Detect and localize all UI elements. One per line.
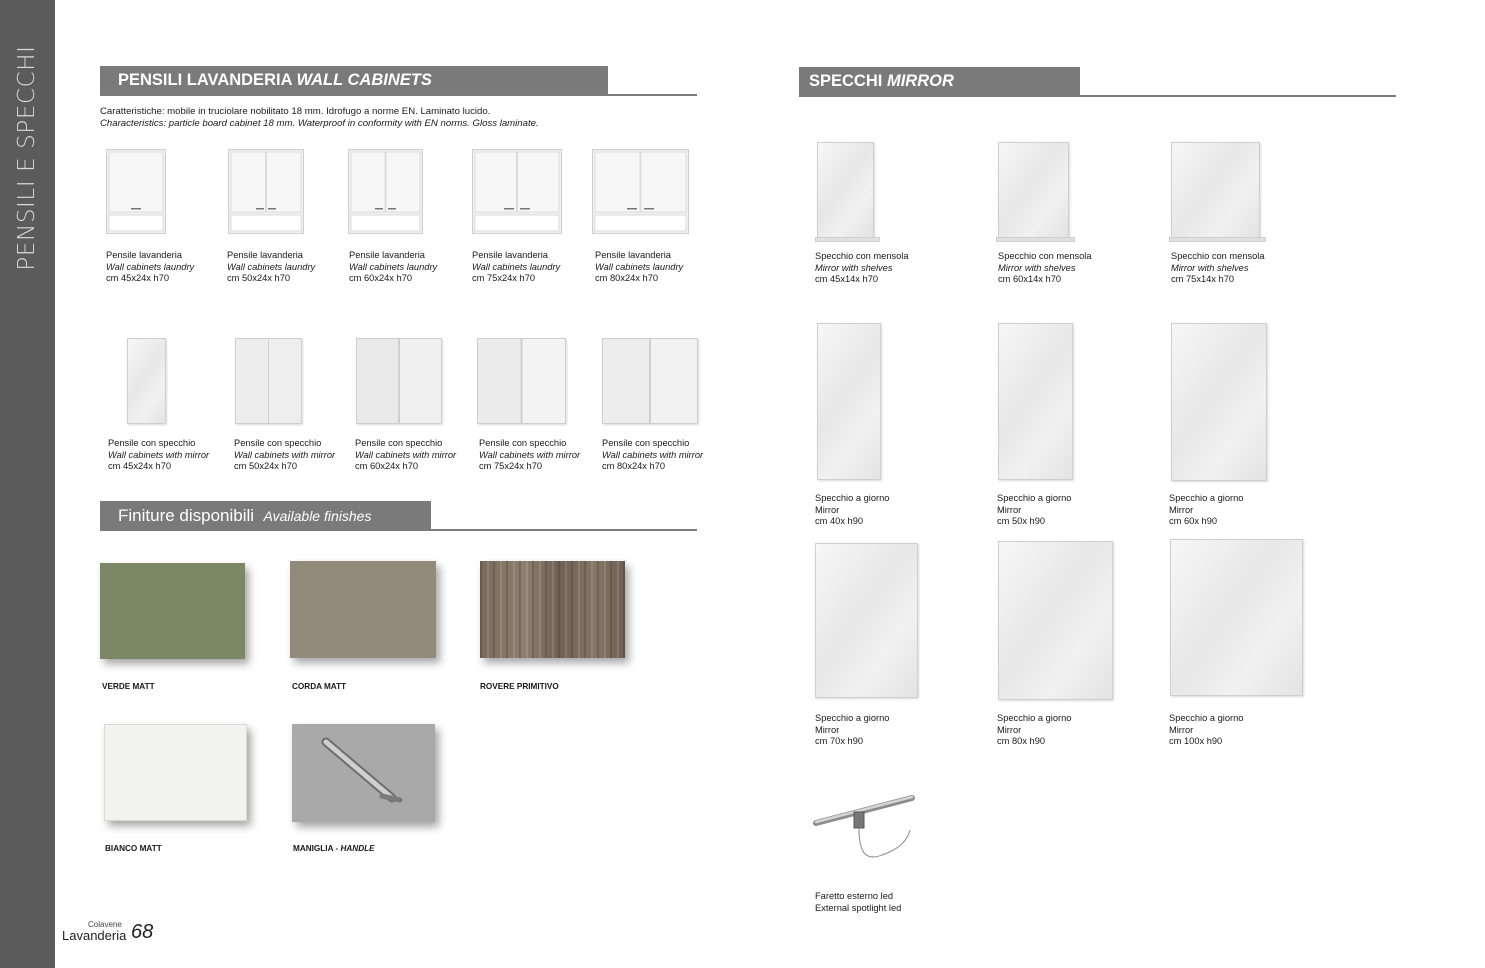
- caption-it: Specchio a giorno: [1169, 493, 1244, 503]
- caption-size: cm 60x h90: [1169, 516, 1218, 527]
- mirror-day-caption: [997, 713, 1071, 748]
- mirror-shelf-75-shelf: [1169, 237, 1266, 242]
- mirror-day-80-image: [998, 541, 1113, 700]
- finish-name-handle: [293, 844, 375, 853]
- caption-en: Wall cabinets with mirror: [108, 449, 210, 460]
- sidebar: [0, 0, 55, 968]
- caption-it: Pensile con specchio: [355, 438, 443, 448]
- laundry-cabinet-60-image: [348, 149, 423, 234]
- mirror-cabinet-75-image: [477, 338, 566, 424]
- finish-name-en: HANDLE: [340, 844, 375, 853]
- mirror-day-100-image: [1170, 539, 1303, 696]
- mirror-shelf-45-image: [817, 142, 874, 238]
- caption-it: Pensile lavanderia: [227, 250, 303, 260]
- sidebar-title: PENSILI E SPECCHI: [14, 45, 40, 271]
- caption-size: cm 75x24x h70: [472, 273, 536, 284]
- caption-size: cm 45x24x h70: [106, 273, 170, 284]
- mirror-cabinet-caption: [602, 438, 703, 473]
- mirror-title-en: MIRROR: [886, 72, 954, 90]
- laundry-cabinet-caption: [227, 250, 315, 285]
- spotlight-caption: [815, 891, 901, 914]
- footer-label: Lavanderia: [62, 928, 127, 943]
- caption-en: Wall cabinets laundry: [349, 261, 438, 272]
- laundry-cabinet-75-image: [472, 149, 562, 234]
- finish-name: VERDE MATT: [102, 682, 155, 691]
- caption-size: cm 60x24x h70: [355, 461, 419, 472]
- maniglia-swatch: [292, 724, 435, 822]
- finishes-header: [100, 501, 697, 531]
- mirror-shelf-60-image: [998, 142, 1069, 238]
- caption-en: Wall cabinets laundry: [227, 261, 316, 272]
- caption-it: Faretto esterno led: [815, 891, 894, 901]
- led-spotlight-icon: [812, 790, 917, 865]
- finishes-title-en: Available finishes: [263, 508, 372, 524]
- caption-it: Specchio con mensola: [1171, 251, 1265, 261]
- caption-size: cm 40x h90: [815, 516, 864, 527]
- mirror-shelf-caption: [998, 251, 1092, 286]
- mirror-day-60-image: [1171, 323, 1267, 481]
- characteristics-it: Caratteristiche: mobile in truciolare nobilitato 18 mm. Idrofugo a norme EN. Laminato lucido.: [100, 106, 491, 117]
- caption-en: Mirror: [815, 724, 840, 735]
- wall-cabinets-title-en: WALL CABINETS: [296, 71, 432, 89]
- mirror-cabinet-caption: [355, 438, 456, 473]
- laundry-cabinet-caption: [349, 250, 437, 285]
- caption-en: Mirror with shelves: [998, 262, 1076, 273]
- mirror-shelf-60-shelf: [996, 237, 1075, 242]
- caption-size: cm 70x h90: [815, 736, 864, 747]
- laundry-cabinet-45-image: [106, 149, 166, 234]
- caption-it: Specchio con mensola: [815, 251, 909, 261]
- characteristics-en: Characteristics: particle board cabinet 18 mm. Waterproof in conformity with EN norms. Gloss laminate.: [100, 117, 539, 129]
- caption-size: cm 75x14x h70: [1171, 274, 1235, 285]
- caption-size: cm 45x24x h70: [108, 461, 172, 472]
- finish-name: BIANCO MATT: [105, 844, 162, 853]
- mirror-title-it: SPECCHI: [809, 72, 883, 90]
- mirror-cabinet-caption: [234, 438, 335, 473]
- caption-it: Pensile con specchio: [108, 438, 196, 448]
- caption-size: cm 50x24x h70: [234, 461, 298, 472]
- caption-size: cm 45x14x h70: [815, 274, 879, 285]
- caption-en: Wall cabinets laundry: [472, 261, 561, 272]
- caption-en: Wall cabinets laundry: [595, 261, 684, 272]
- caption-en: Mirror: [815, 504, 840, 515]
- caption-it: Pensile lavanderia: [595, 250, 671, 260]
- finish-name: CORDA MATT: [292, 682, 347, 691]
- finish-name-it: MANIGLIA -: [293, 844, 341, 853]
- caption-en: Mirror: [997, 504, 1022, 515]
- caption-size: cm 80x24x h70: [602, 461, 666, 472]
- caption-it: Specchio a giorno: [815, 713, 890, 723]
- caption-en: Mirror: [997, 724, 1022, 735]
- mirror-header: [799, 67, 1396, 97]
- mirror-cabinet-50-image: [235, 338, 302, 424]
- characteristics-text: [100, 106, 539, 129]
- mirror-cabinet-60-image: [356, 338, 442, 424]
- caption-size: cm 50x24x h70: [227, 273, 291, 284]
- caption-it: Specchio a giorno: [815, 493, 890, 503]
- footer-brand: Colavene: [88, 920, 122, 929]
- laundry-cabinet-caption: [106, 250, 194, 285]
- rovere-primitivo-swatch: [480, 561, 625, 658]
- caption-it: Pensile lavanderia: [106, 250, 182, 260]
- mirror-shelf-75-image: [1171, 142, 1260, 238]
- finishes-title-it: Finiture disponibili: [118, 506, 255, 525]
- caption-en: External spotlight led: [815, 902, 902, 913]
- handle-icon: [292, 724, 435, 822]
- corda-matt-swatch: [290, 561, 436, 658]
- caption-it: Specchio a giorno: [997, 493, 1072, 503]
- caption-size: cm 50x h90: [997, 516, 1046, 527]
- caption-en: Wall cabinets with mirror: [355, 449, 457, 460]
- mirror-day-caption: [1169, 713, 1243, 748]
- caption-it: Pensile lavanderia: [349, 250, 425, 260]
- laundry-cabinet-caption: [595, 250, 683, 285]
- caption-it: Specchio a giorno: [1169, 713, 1244, 723]
- mirror-day-caption: [1169, 493, 1243, 528]
- mirror-day-caption: [997, 493, 1071, 528]
- caption-en: Mirror with shelves: [1171, 262, 1249, 273]
- caption-en: Mirror with shelves: [815, 262, 893, 273]
- caption-en: Mirror: [1169, 724, 1194, 735]
- mirror-cabinet-caption: [108, 438, 209, 473]
- caption-it: Pensile con specchio: [479, 438, 567, 448]
- caption-en: Wall cabinets with mirror: [479, 449, 581, 460]
- caption-size: cm 80x h90: [997, 736, 1046, 747]
- mirror-day-50-image: [998, 323, 1073, 480]
- caption-en: Wall cabinets with mirror: [234, 449, 336, 460]
- caption-en: Wall cabinets with mirror: [602, 449, 704, 460]
- mirror-header-box: [799, 67, 1080, 95]
- mirror-shelf-caption: [815, 251, 909, 286]
- finish-name: ROVERE PRIMITIVO: [480, 682, 559, 691]
- mirror-cabinet-80-image: [602, 338, 698, 424]
- caption-size: cm 60x14x h70: [998, 274, 1062, 285]
- mirror-cabinet-caption: [479, 438, 580, 473]
- caption-en: Wall cabinets laundry: [106, 261, 195, 272]
- caption-size: cm 80x24x h70: [595, 273, 659, 284]
- laundry-cabinet-caption: [472, 250, 560, 285]
- wall-cabinets-header-box: [100, 66, 608, 94]
- mirror-day-caption: [815, 713, 889, 748]
- wall-cabinets-title-it: PENSILI LAVANDERIA: [118, 71, 292, 89]
- caption-size: cm 75x24x h70: [479, 461, 543, 472]
- page-number: 68: [131, 921, 154, 943]
- caption-it: Pensile lavanderia: [472, 250, 548, 260]
- caption-it: Specchio con mensola: [998, 251, 1092, 261]
- laundry-cabinet-80-image: [592, 149, 689, 234]
- caption-it: Pensile con specchio: [602, 438, 690, 448]
- wall-cabinets-header: [100, 66, 697, 96]
- caption-en: Mirror: [1169, 504, 1194, 515]
- mirror-day-40-image: [817, 323, 881, 480]
- mirror-cabinet-45-image: [127, 338, 166, 424]
- verde-matt-swatch: [100, 563, 245, 659]
- caption-size: cm 100x h90: [1169, 736, 1223, 747]
- caption-size: cm 60x24x h70: [349, 273, 413, 284]
- mirror-day-70-image: [815, 543, 918, 698]
- mirror-shelf-45-shelf: [815, 237, 880, 242]
- mirror-shelf-caption: [1171, 251, 1265, 286]
- mirror-day-caption: [815, 493, 889, 528]
- laundry-cabinet-50-image: [228, 149, 304, 234]
- caption-it: Pensile con specchio: [234, 438, 322, 448]
- bianco-matt-swatch: [104, 724, 247, 821]
- finishes-header-box: [100, 501, 431, 529]
- caption-it: Specchio a giorno: [997, 713, 1072, 723]
